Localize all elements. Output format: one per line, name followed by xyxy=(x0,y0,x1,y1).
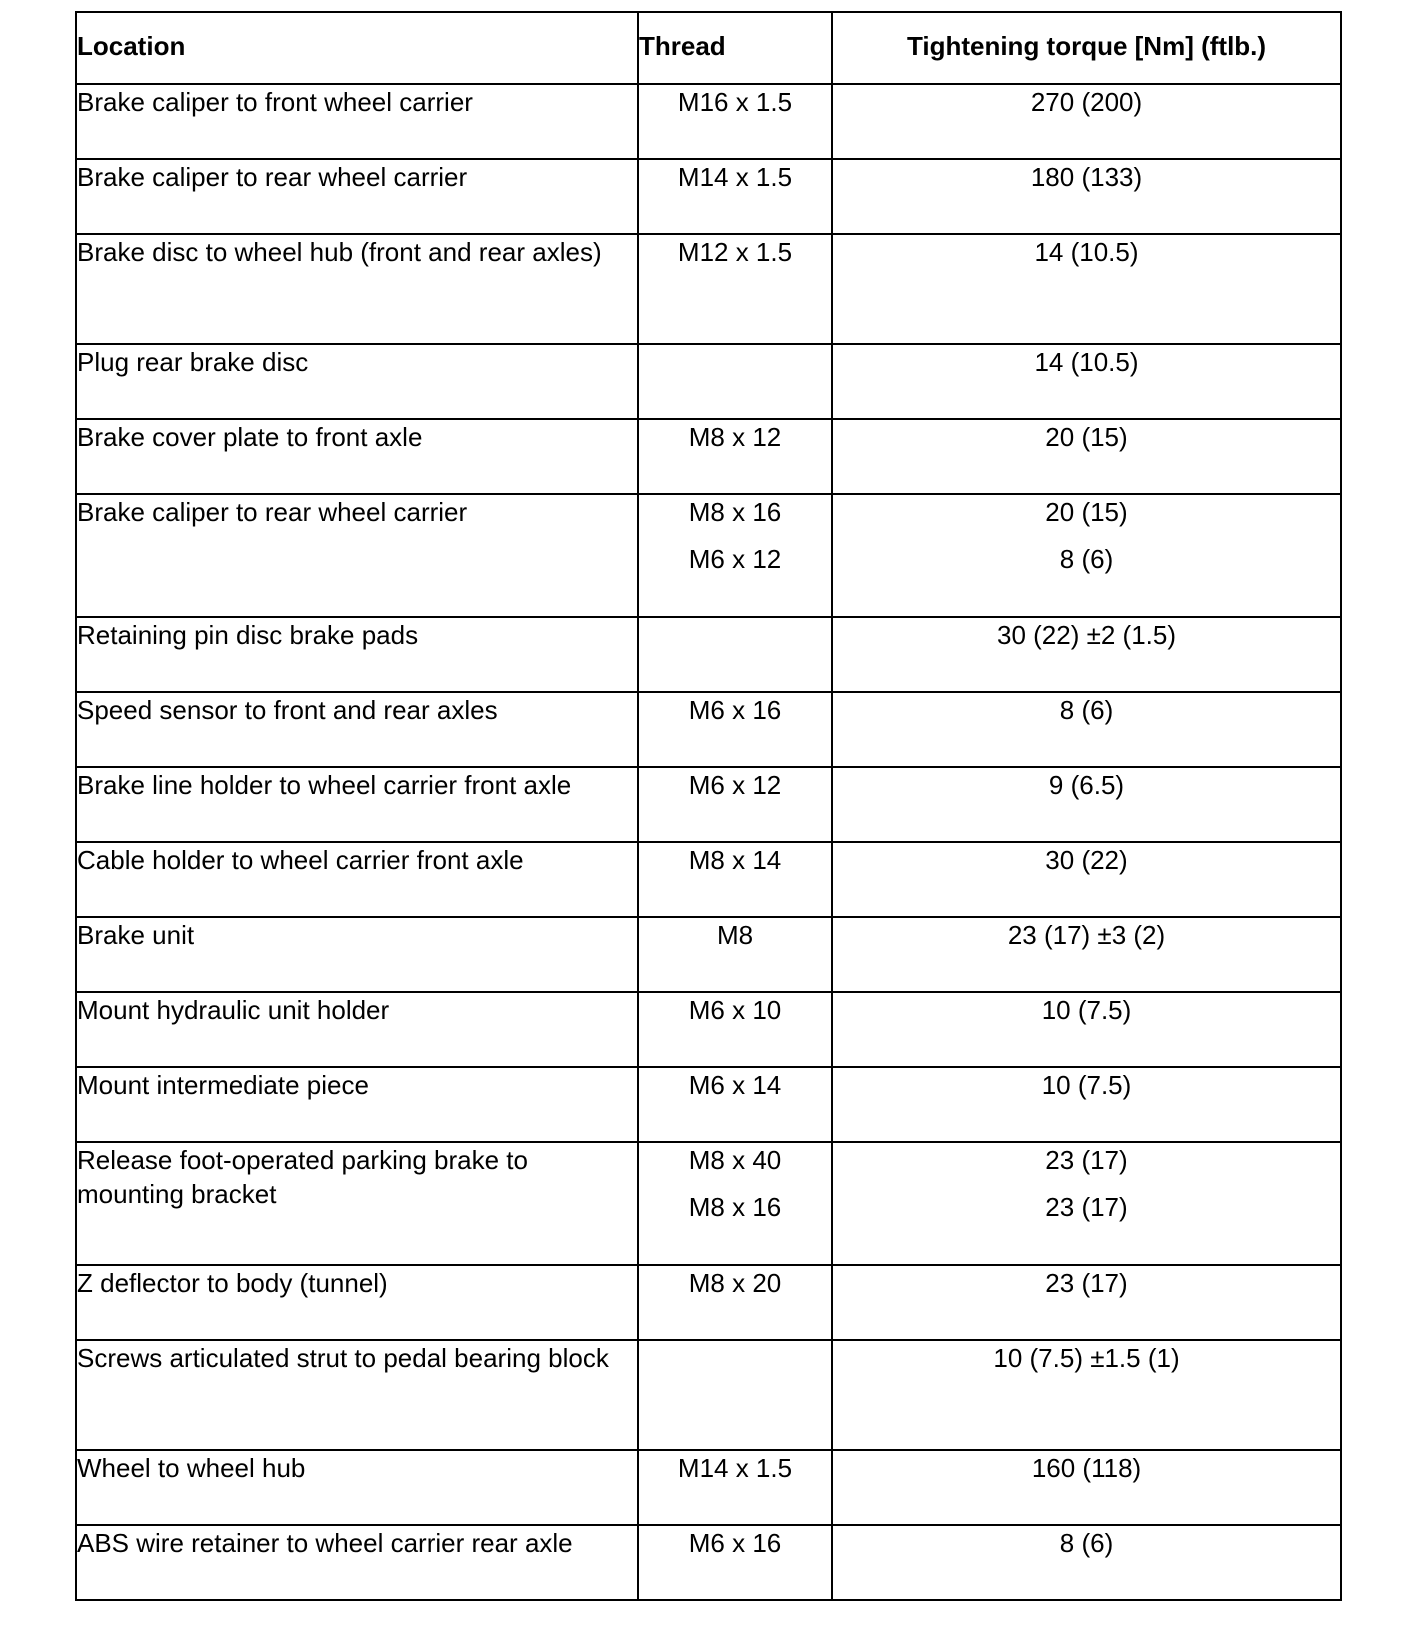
cell-thread xyxy=(638,344,832,419)
torque-value: 23 (17) ±3 (2) xyxy=(1007,920,1166,950)
cell-torque xyxy=(832,617,1341,692)
thread-value: M6 x 16 xyxy=(688,695,782,725)
cell-thread xyxy=(638,234,832,344)
thread-value: M6 x 12 xyxy=(688,770,782,800)
torque-value: 160 (118) xyxy=(1031,1453,1142,1483)
torque-value: 180 (133) xyxy=(1030,162,1143,192)
cell-torque xyxy=(832,494,1341,617)
cell-thread xyxy=(638,692,832,767)
torque-value: 10 (7.5) xyxy=(1041,1070,1132,1100)
thread-value: M16 x 1.5 xyxy=(677,87,793,117)
torque-value: 8 (6) xyxy=(1059,1528,1114,1558)
cell-thread xyxy=(638,1142,832,1265)
thread-value: M14 x 1.5 xyxy=(677,162,793,192)
torque-value: 23 (17) xyxy=(1045,1145,1128,1175)
cell-torque xyxy=(832,1525,1341,1600)
cell-location: Brake caliper to front wheel carrier xyxy=(76,84,638,159)
thread-value: M6 x 14 xyxy=(688,1070,782,1100)
table-row xyxy=(76,1340,1341,1450)
table-row xyxy=(76,1525,1341,1600)
table-row xyxy=(76,1450,1341,1525)
thread-value: M14 x 1.5 xyxy=(677,1453,793,1483)
table-row xyxy=(76,842,1341,917)
torque-value: 30 (22) ±2 (1.5) xyxy=(996,620,1177,650)
cell-torque xyxy=(832,767,1341,842)
cell-thread xyxy=(638,842,832,917)
cell-thread xyxy=(638,159,832,234)
header-torque: Tightening torque [Nm] (ftlb.) xyxy=(832,12,1341,84)
thread-value xyxy=(639,345,831,379)
table-row xyxy=(76,992,1341,1067)
cell-thread xyxy=(638,1450,832,1525)
cell-torque xyxy=(832,992,1341,1067)
cell-thread xyxy=(638,917,832,992)
table-row xyxy=(76,692,1341,767)
torque-specification-table xyxy=(75,11,1342,1601)
cell-thread xyxy=(638,419,832,494)
cell-torque xyxy=(832,1067,1341,1142)
table-body xyxy=(76,84,1341,1600)
thread-value: M8 x 40 xyxy=(688,1145,782,1175)
cell-location: Mount intermediate piece xyxy=(76,1067,638,1142)
torque-value: 270 (200) xyxy=(1030,87,1143,117)
cell-torque xyxy=(832,84,1341,159)
thread-value: M8 x 16 xyxy=(688,497,782,527)
cell-location: Mount hydraulic unit holder xyxy=(76,992,638,1067)
torque-value: 14 (10.5) xyxy=(1034,347,1139,377)
cell-thread xyxy=(638,992,832,1067)
torque-value: 8 (6) xyxy=(1059,544,1114,574)
thread-value: M8 xyxy=(716,920,754,950)
cell-location: Brake caliper to rear wheel carrier xyxy=(76,159,638,234)
cell-location: Screws articulated strut to pedal bearing block xyxy=(76,1340,638,1450)
cell-torque xyxy=(832,1340,1341,1450)
table-row xyxy=(76,767,1341,842)
thread-value: M6 x 10 xyxy=(688,995,782,1025)
cell-location: Speed sensor to front and rear axles xyxy=(76,692,638,767)
thread-value: M8 x 14 xyxy=(688,845,782,875)
cell-thread xyxy=(638,84,832,159)
cell-thread xyxy=(638,1265,832,1340)
thread-value: M12 x 1.5 xyxy=(677,237,793,267)
cell-torque xyxy=(832,419,1341,494)
torque-value: 9 (6.5) xyxy=(1048,770,1125,800)
table-row xyxy=(76,159,1341,234)
table-row xyxy=(76,84,1341,159)
torque-value: 23 (17) xyxy=(1045,1192,1128,1222)
table-row xyxy=(76,419,1341,494)
cell-thread xyxy=(638,1340,832,1450)
torque-value: 8 (6) xyxy=(1059,695,1114,725)
cell-torque xyxy=(832,692,1341,767)
torque-value: 23 (17) xyxy=(1045,1268,1128,1298)
table-row xyxy=(76,917,1341,992)
cell-location: Retaining pin disc brake pads xyxy=(76,617,638,692)
cell-torque xyxy=(832,1450,1341,1525)
torque-value: 20 (15) xyxy=(1045,422,1128,452)
thread-value xyxy=(639,618,831,652)
cell-thread xyxy=(638,767,832,842)
table-row xyxy=(76,1067,1341,1142)
table-row xyxy=(76,494,1341,617)
table-row xyxy=(76,1265,1341,1340)
cell-torque xyxy=(832,234,1341,344)
thread-value xyxy=(639,1341,831,1375)
cell-location: Brake caliper to rear wheel carrier xyxy=(76,494,638,617)
cell-torque xyxy=(832,159,1341,234)
cell-location: Z deflector to body (tunnel) xyxy=(76,1265,638,1340)
cell-thread xyxy=(638,494,832,617)
cell-torque xyxy=(832,344,1341,419)
table-row xyxy=(76,234,1341,344)
table-header-row xyxy=(76,12,1341,84)
cell-location: Release foot-operated parking brake to mounting bracket xyxy=(76,1142,638,1265)
table-row xyxy=(76,344,1341,419)
torque-value: 10 (7.5) ±1.5 (1) xyxy=(993,1343,1180,1373)
thread-value: M8 x 12 xyxy=(688,422,782,452)
cell-torque xyxy=(832,842,1341,917)
torque-value: 14 (10.5) xyxy=(1034,237,1139,267)
cell-location: Plug rear brake disc xyxy=(76,344,638,419)
cell-thread xyxy=(638,1067,832,1142)
cell-location: Wheel to wheel hub xyxy=(76,1450,638,1525)
cell-location: Brake unit xyxy=(76,917,638,992)
cell-thread xyxy=(638,617,832,692)
cell-location: Brake line holder to wheel carrier front axle xyxy=(76,767,638,842)
thread-value: M6 x 16 xyxy=(688,1528,782,1558)
table-row xyxy=(76,1142,1341,1265)
cell-location: ABS wire retainer to wheel carrier rear axle xyxy=(76,1525,638,1600)
thread-value: M8 x 20 xyxy=(688,1268,782,1298)
cell-location: Cable holder to wheel carrier front axle xyxy=(76,842,638,917)
thread-value: M6 x 12 xyxy=(688,544,782,574)
torque-value: 10 (7.5) xyxy=(1041,995,1132,1025)
cell-location: Brake disc to wheel hub (front and rear axles) xyxy=(76,234,638,344)
cell-thread xyxy=(638,1525,832,1600)
cell-torque xyxy=(832,1142,1341,1265)
table-row xyxy=(76,617,1341,692)
torque-value: 30 (22) xyxy=(1045,845,1128,875)
thread-value: M8 x 16 xyxy=(688,1192,782,1222)
header-thread: Thread xyxy=(638,12,832,84)
header-location: Location xyxy=(76,12,638,84)
cell-torque xyxy=(832,917,1341,992)
cell-location: Brake cover plate to front axle xyxy=(76,419,638,494)
cell-torque xyxy=(832,1265,1341,1340)
torque-value: 20 (15) xyxy=(1045,497,1128,527)
